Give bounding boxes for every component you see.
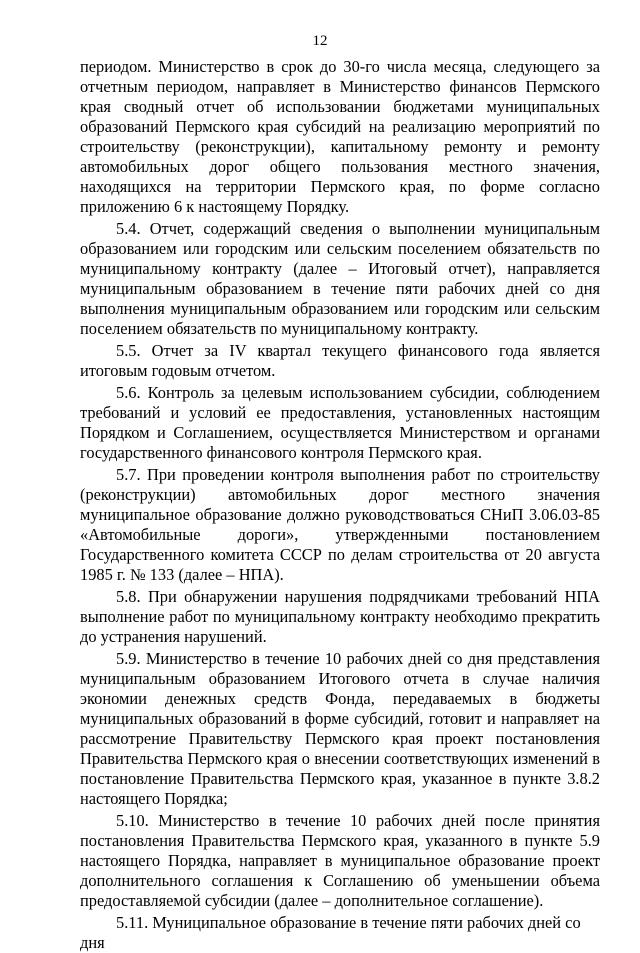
- paragraph-5-4: 5.4. Отчет, содержащий сведения о выполнении муниципальным образованием или городским или сельским поселением обязательств по муниципальному контракту (далее – Итоговый отчет), направляется муниципальным образованием в течение пяти рабочих дней со дня выполнения муниципальным образованием или городским или сельским поселением обязательств по муниципальному контракту.: [80, 219, 600, 338]
- paragraph-5-11: 5.11. Муниципальное образование в течение пяти рабочих дней со дня: [80, 913, 581, 952]
- paragraph-continuation: периодом. Министерство в срок до 30-го числа месяца, следующего за отчетным периодом, направляет в Министерство финансов Пермского края сводный отчет об использовании бюджетами муниципальных образований Пермского края субсидий на реализацию мероприятий по строительству (реконструкции), капитальному ремонту и ремонту автомобильных дорог общего пользования местного значения, находящихся на территории Пермского края, по форме согласно приложению 6 к настоящему Порядку.: [80, 57, 600, 216]
- document-body: [80, 57, 600, 953]
- paragraph-5-9: 5.9. Министерство в течение 10 рабочих дней со дня представления муниципальным образованием Итогового отчета в случае наличия экономии денежных средств Фонда, передаваемых в бюджеты муниципальных образований в форме субсидий, готовит и направляет на рассмотрение Правительству Пермского края проект постановления Правительства Пермского края о внесении соответствующих изменений в постановление Правительства Пермского края, указанное в пункте 3.8.2 настоящего Порядка;: [80, 649, 600, 808]
- paragraph-5-7: 5.7. При проведении контроля выполнения работ по строительству (реконструкции) автомобильных дорог местного значения муниципальное образование должно руководствоваться СНиП 3.06.03-85 «Автомобильные дороги», утвержденными постановлением Государственного комитета СССР по делам строительства от 20 августа 1985 г. № 133 (далее – НПА).: [80, 465, 600, 584]
- page-number: 12: [312, 33, 328, 49]
- paragraph-5-5: 5.5. Отчет за IV квартал текущего финансового года является итоговым годовым отчетом.: [80, 341, 600, 380]
- paragraph-5-10: 5.10. Министерство в течение 10 рабочих дней после принятия постановления Правительства Пермского края, указанного в пункте 5.9 настоящего Порядка, направляет в муниципальное образование проект дополнительного соглашения к Соглашению об уменьшении объема предоставляемой субсидии (далее – дополнительное соглашение).: [80, 811, 600, 910]
- paragraph-5-6: 5.6. Контроль за целевым использованием субсидии, соблюдением требований и условий ее предоставления, установленных настоящим Порядком и Соглашением, осуществляется Министерством и органами государственного финансового контроля Пермского края.: [80, 383, 600, 462]
- paragraph-5-8: 5.8. При обнаружении нарушения подрядчиками требований НПА выполнение работ по муниципальному контракту необходимо прекратить до устранения нарушений.: [80, 587, 600, 646]
